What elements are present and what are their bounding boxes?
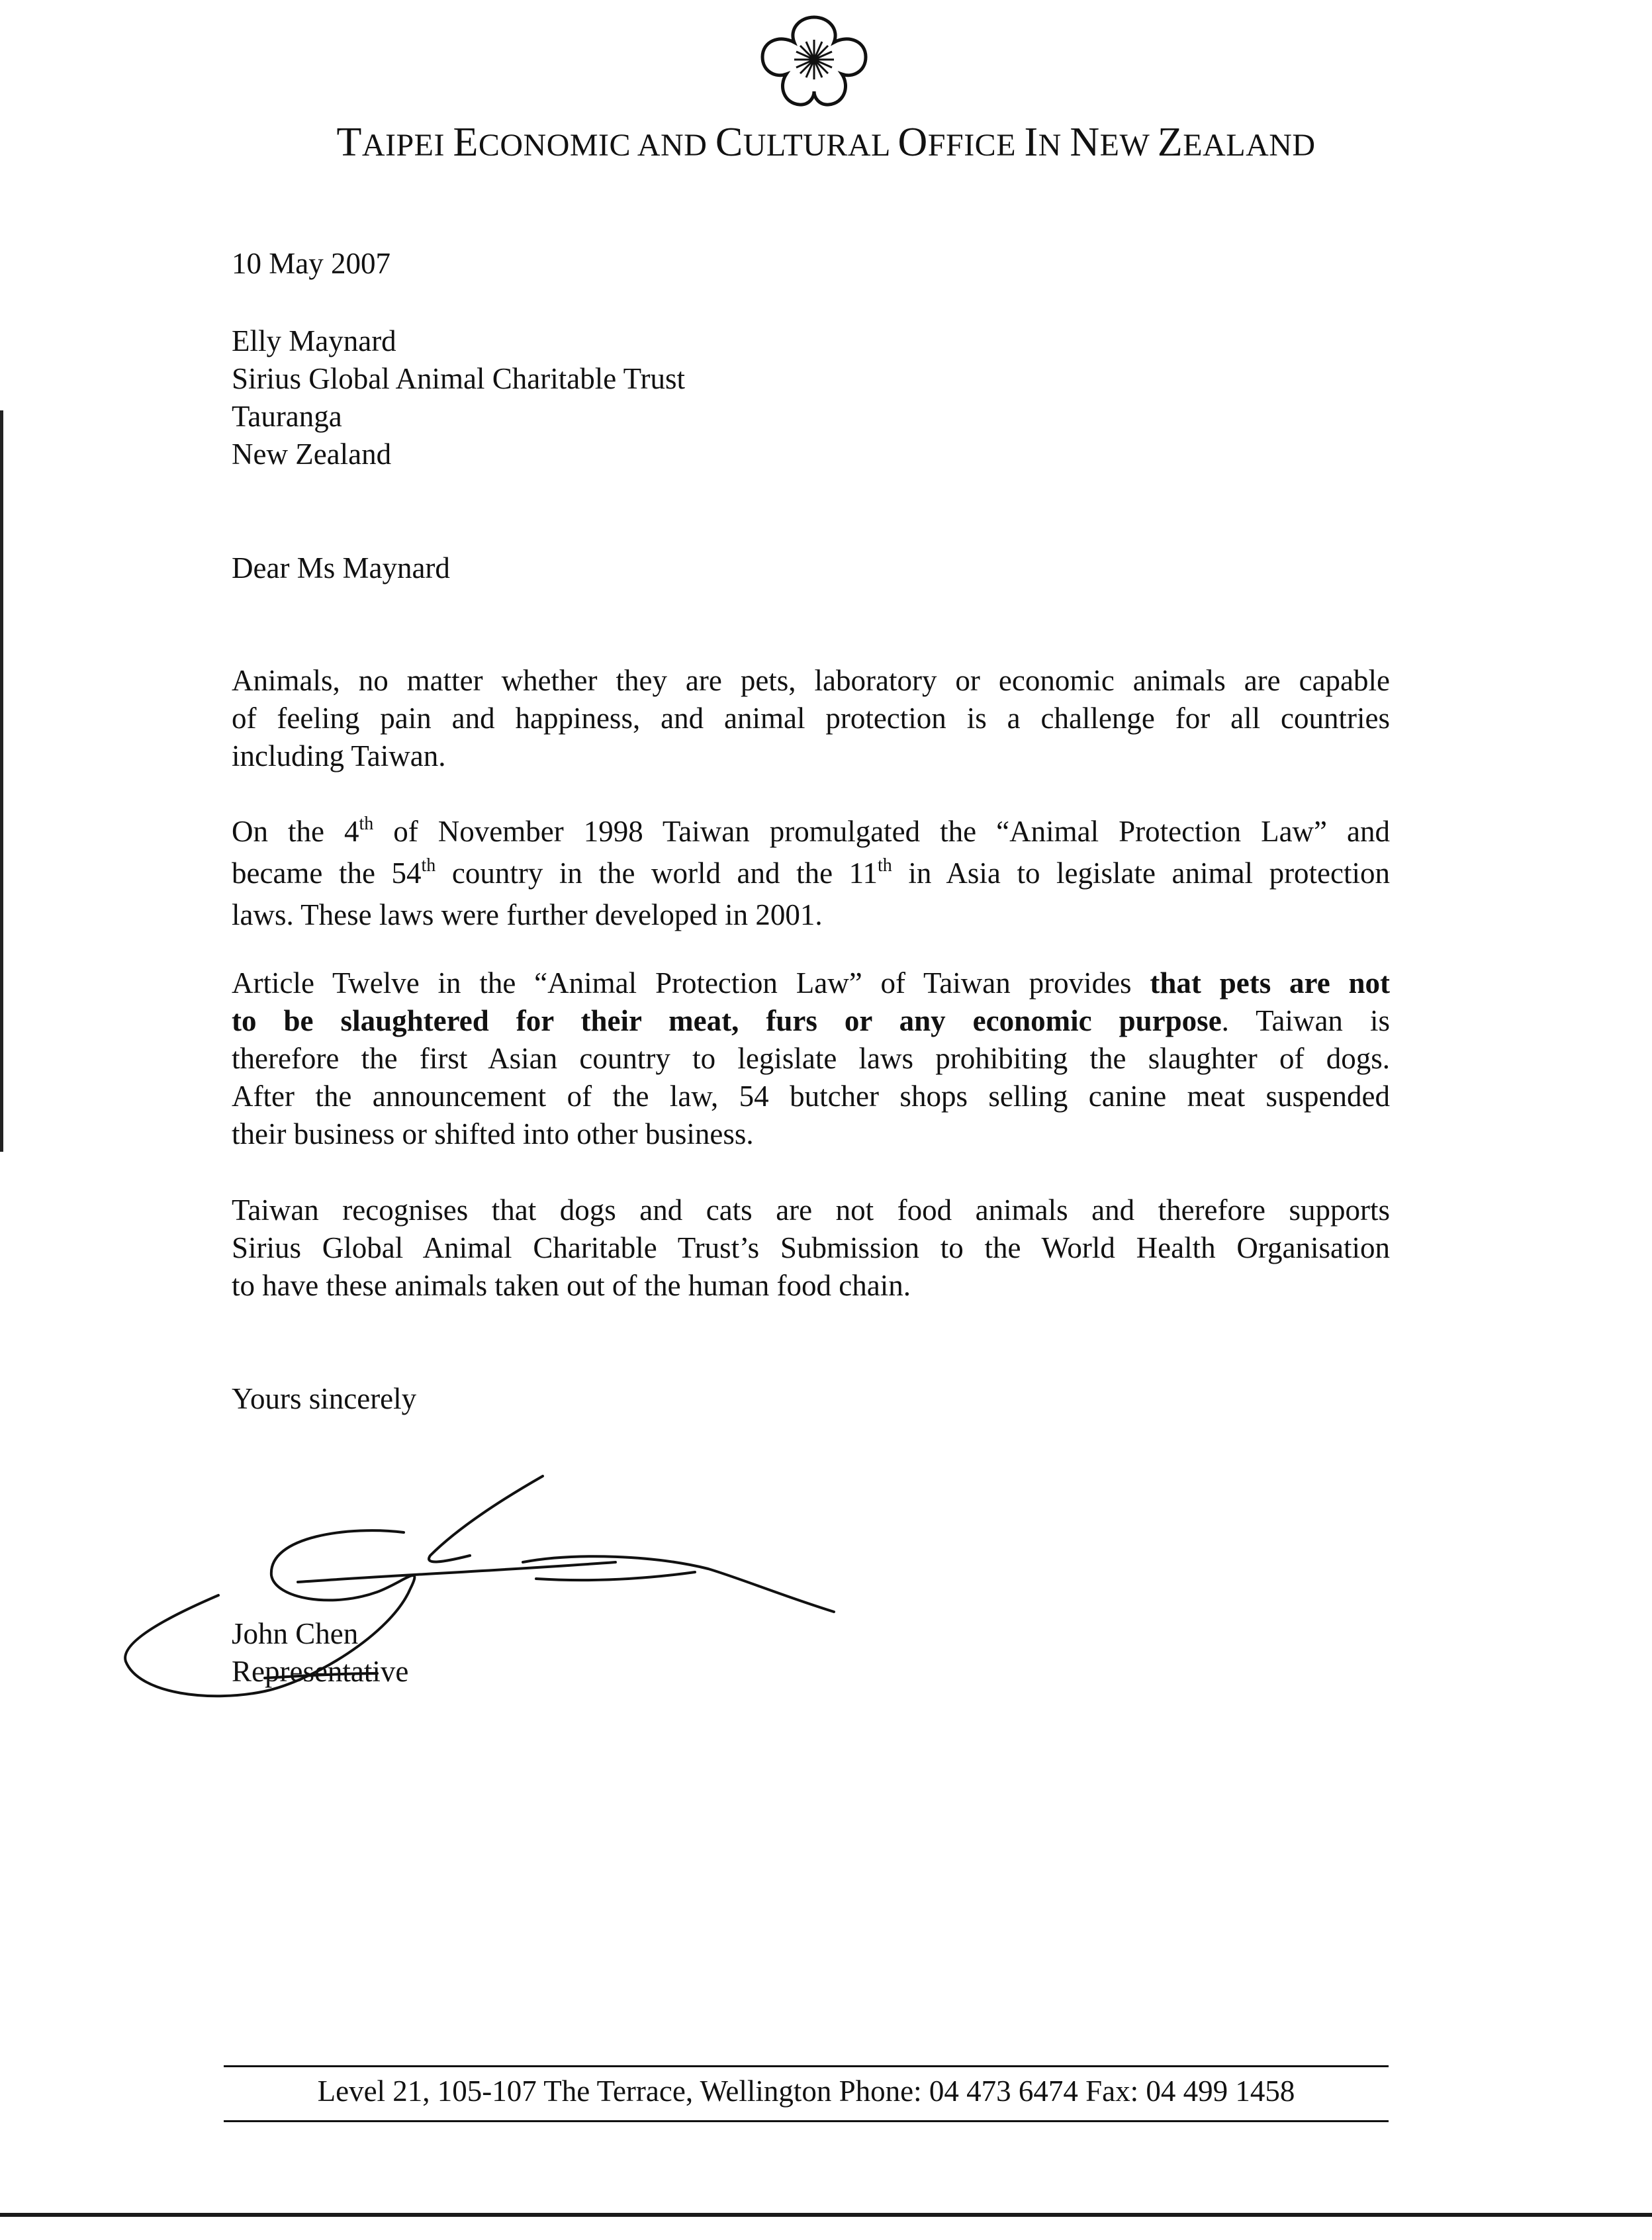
lh-word-6: NEW [1070, 120, 1158, 165]
scan-edge-bottom [0, 2213, 1652, 2217]
lh-word-4: OFFICE [897, 120, 1025, 165]
footer-rule-bottom [224, 2120, 1389, 2122]
paragraph-line: On the 4th of November 1998 Taiwan promulgated the “Animal Protection Law” and [232, 814, 1390, 848]
paragraph-line: Article Twelve in the “Animal Protection Law” of Taiwan provides that pets are not [232, 966, 1390, 1000]
lh-word-5: IN [1024, 120, 1070, 165]
paragraph-line: their business or shifted into other business. [232, 1117, 754, 1150]
paragraph-line: to have these animals taken out of the human food chain. [232, 1269, 911, 1302]
letterhead-organisation [0, 119, 1652, 166]
recipient-organisation: Sirius Global Animal Charitable Trust [232, 362, 686, 395]
paragraph-line: of feeling pain and happiness, and animal protection is a challenge for all countries [232, 702, 1390, 735]
paragraph-line: Sirius Global Animal Charitable Trust’s Submission to the World Health Organisation [232, 1231, 1390, 1264]
paragraph-line: became the 54th country in the world and the 11th in Asia to legislate animal protection [232, 855, 1391, 890]
lh-word-7: ZEALAND [1157, 120, 1316, 165]
paragraph-line: therefore the first Asian country to legislate laws prohibiting the slaughter of dogs. [232, 1042, 1390, 1075]
closing: Yours sincerely [232, 1382, 417, 1415]
lh-word-3: CULTURAL [715, 120, 898, 165]
paragraph-3 [232, 964, 1390, 1153]
signatory-title: Representative [232, 1655, 409, 1688]
salutation: Dear Ms Maynard [232, 551, 450, 584]
paragraph-line: After the announcement of the law, 54 butcher shops selling canine meat suspended [232, 1080, 1390, 1113]
paragraph-line: Animals, no matter whether they are pets, laboratory or economic animals are capable [232, 664, 1390, 697]
letter-date: 10 May 2007 [232, 247, 390, 280]
recipient-name: Elly Maynard [232, 324, 396, 357]
footer-address: Level 21, 105-107 The Terrace, Wellington Phone: 04 473 6474 Fax: 04 499 1458 [317, 2075, 1295, 2108]
scan-edge-left [0, 410, 3, 1152]
paragraph-2 [232, 813, 1390, 934]
paragraph-1 [232, 662, 1390, 775]
lh-word-1: TAIPEI [336, 120, 453, 165]
signatory-name: John Chen [232, 1617, 359, 1650]
paragraph-line: Taiwan recognises that dogs and cats are not food animals and therefore supports [232, 1193, 1390, 1227]
paragraph-line: to be slaughtered for their meat, furs or any economic purpose. Taiwan is [232, 1004, 1390, 1037]
paragraph-line: laws. These laws were further developed in 2001. [232, 898, 823, 931]
paragraph-4 [232, 1191, 1390, 1305]
plum-blossom-emblem-icon [748, 12, 880, 111]
handwritten-signature [113, 1463, 854, 1701]
lh-word-2: ECONOMIC AND [453, 120, 715, 165]
footer-rule-top [224, 2065, 1389, 2067]
recipient-city: Tauranga [232, 400, 342, 433]
recipient-country: New Zealand [232, 438, 392, 471]
paragraph-line: including Taiwan. [232, 739, 446, 772]
